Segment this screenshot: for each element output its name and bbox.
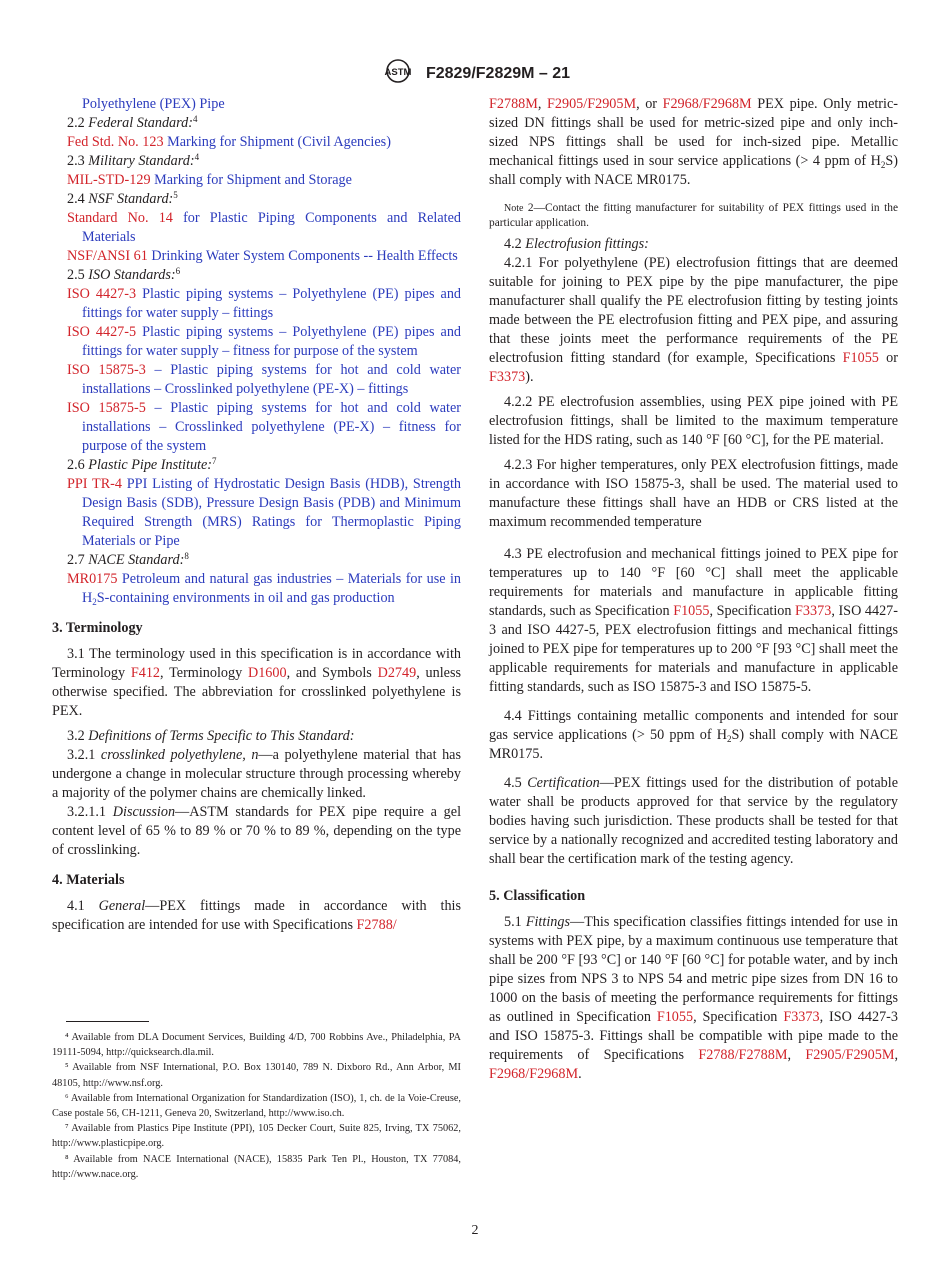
section-2-2: 2.2 Federal Standard:$^4$ <box>67 114 198 131</box>
link-f1055[interactable]: F1055 <box>842 350 879 366</box>
footnote-rule <box>66 1021 149 1022</box>
ref-title[interactable]: – Plastic piping systems for hot and cold water installations – Crosslinked polyethylene (PE-X) – fittings <box>82 362 461 397</box>
ref-iso-15875-5[interactable] <box>52 399 461 456</box>
ref-title[interactable]: PPI Listing of Hydrostatic Design Basis (HDB), Strength Design Basis (SDB), Pressure Design Basis (PDB) and Minimum Required Strength (MRS) Ratings for Thermoplastic Piping Materials or Pipe <box>82 476 462 549</box>
link-f412[interactable]: F412 <box>130 665 161 681</box>
astm-logo-icon <box>380 58 416 89</box>
para-5-1: 5.1 Fittings—This specification classifies fittings intended for use in systems with PEX pipe, by a maximum continuous use temperature that shall be 200 °F [93 °C] or 140 °F [60 °C] for potable water, and by inch pipe sizes from NPS 3 to NPS 54 and metric pipe sizes from DN 16 to 1000 on the basis of meeting the performance requirements for fittings as outlined in Specification F1055, Specification F3373, ISO 4427-3 and ISO 15875-3. Fittings shall be compatible with pipe made to the requirements of Specifications F2788/F2788M, F2905/F2905M, F2968/F2968M. <box>489 914 898 1082</box>
ref-code[interactable]: ISO 4427-5 <box>67 324 137 340</box>
ref-title[interactable]: Plastic piping systems – Polyethylene (PE) pipes and fittings for water supply – fitness for purpose of the system <box>82 324 462 359</box>
link-f3373[interactable]: F3373 <box>783 1009 820 1025</box>
link-f1055[interactable]: F1055 <box>656 1009 694 1025</box>
ref-code[interactable]: ISO 15875-3 <box>67 362 146 378</box>
link-f3373[interactable]: F3373 <box>489 369 526 385</box>
para-3-2: 3.2 Definitions of Terms Specific to This Standard: <box>67 728 355 744</box>
ref-title[interactable]: Petroleum and natural gas industries – Materials for use in $H_2S$-containing environments in oil and gas production <box>82 571 462 607</box>
ref-code[interactable]: PPI TR-4 <box>67 476 122 492</box>
ref-code[interactable]: ISO 4427-3 <box>67 286 137 302</box>
footnote-4: ⁴ Available from DLA Document Services, Building 4/D, 700 Robbins Ave., Philadelphia, PA 19111-5094, http://quicksearch.dla.mil. <box>52 1032 461 1059</box>
section-2-5: 2.5 ISO Standards:$^6$ <box>67 266 181 283</box>
ref-title[interactable]: – Plastic piping systems for hot and cold water installations – Crosslinked polyethylene (PE-X) – fitness for purpose of the system <box>82 400 461 454</box>
pex-pipe-title-cont: Polyethylene (PEX) Pipe <box>82 96 225 112</box>
svg-text:ASTM: ASTM <box>384 67 412 78</box>
footnote-7: ⁷ Available from Plastics Pipe Institute (PPI), 105 Decker Court, Suite 825, Irving, TX 75062, http://www.plasticpipe.org. <box>52 1123 461 1150</box>
page-number: 2 <box>471 1223 479 1238</box>
section-2-3: 2.3 Military Standard:$^4$ <box>67 152 200 169</box>
link-f2905[interactable]: F2905/F2905M <box>805 1047 895 1063</box>
footnotes <box>52 1030 461 1182</box>
para-4-2-2: 4.2.2 PE electrofusion assemblies, using PEX pipe joined with PE electrofusion fittings, shall be limited to the maximum temperature listed for the HDS rating, such as 140 °F [60 °C], for the PE material. <box>489 394 898 448</box>
link-f2788m[interactable]: F2788M <box>489 96 538 112</box>
ref-title[interactable]: Drinking Water System Components -- Health Effects <box>151 248 458 264</box>
ref-mr0175[interactable] <box>52 570 461 608</box>
para-4-2-1: 4.2.1 For polyethylene (PE) electrofusion fittings that are deemed suitable for joining to PEX pipe by the pipe manufacturer, the pipe manufacturer shall qualify the PE electrofusion fitting by testing joints made between the PE electrofusion fitting and PEX pipe, and assuring that these joints meet the performance requirements of the PE electrofusion fitting standard (for example, Specifications F1055 or F3373). <box>489 255 898 385</box>
footnote-6: ⁶ Available from International Organization for Standardization (ISO), 1, ch. de la Voie-Creuse, Case postale 56, CH-1211, Geneva 20, Switzerland, http://www.iso.ch. <box>52 1092 461 1120</box>
para-3-1: 3.1 The terminology used in this specification is in accordance with Terminology F412, Terminology D1600, and Symbols D2749, unless otherwise specified. The abbreviation for crosslinked polyethylene is PEX. <box>52 646 462 719</box>
left-column <box>52 95 461 935</box>
ref-mil-std-129[interactable] <box>52 171 461 190</box>
ref-title[interactable]: Marking for Shipment and Storage <box>154 172 352 188</box>
ref-iso-4427-5[interactable] <box>52 323 461 361</box>
page-header <box>0 58 950 89</box>
ref-iso-15875-3[interactable] <box>52 361 461 399</box>
link-f2968[interactable]: F2968/F2968M <box>662 96 752 112</box>
link-d1600[interactable]: D1600 <box>247 665 287 681</box>
link-f2788[interactable]: F2788/F2788M <box>698 1047 788 1063</box>
ref-nsf-61[interactable] <box>52 247 461 266</box>
ref-iso-4427-3[interactable] <box>52 285 461 323</box>
link-f3373[interactable]: F3373 <box>795 603 832 619</box>
ref-code[interactable]: ISO 15875-5 <box>67 400 146 416</box>
ref-code[interactable]: NSF/ANSI 61 <box>67 248 148 264</box>
link-d2749[interactable]: D2749 <box>377 665 417 681</box>
ref-code[interactable]: MIL-STD-129 <box>67 172 151 188</box>
footnote-8: ⁸ Available from NACE International (NACE), 15835 Park Ten Pl., Houston, TX 77084, http://www.nace.org. <box>52 1153 461 1180</box>
link-f2788[interactable]: F2788/ <box>356 917 397 933</box>
footnote-5: ⁵ Available from NSF International, P.O. Box 130140, 789 N. Dixboro Rd., Ann Arbor, MI 48105, http://www.nsf.org. <box>52 1062 461 1089</box>
designation: F2829/F2829M – 21 <box>425 64 571 82</box>
section-2-4: 2.4 NSF Standard:$^5$ <box>67 190 178 207</box>
section-5-heading: 5. Classification <box>489 888 586 904</box>
ref-code[interactable]: MR0175 <box>67 571 118 587</box>
section-2-6: 2.6 Plastic Pipe Institute:$^7$ <box>67 456 217 473</box>
link-f2968[interactable]: F2968/F2968M <box>489 1066 579 1082</box>
ref-title[interactable]: Plastic piping systems – Polyethylene (PE) pipes and fittings for water supply – fittings <box>82 286 462 321</box>
section-2-7: 2.7 NACE Standard:$^8$ <box>67 551 189 568</box>
link-f1055[interactable]: F1055 <box>673 603 710 619</box>
ref-title[interactable]: Marking for Shipment (Civil Agencies) <box>167 134 391 150</box>
note-2: Note 2—Contact the fitting manufacturer for suitability of PEX fittings used in the particular application. <box>489 202 898 229</box>
ref-nsf-14[interactable] <box>52 209 461 247</box>
para-4-3: 4.3 PE electrofusion and mechanical fittings joined to PEX pipe for temperatures up to 140 °F [60 °C] shall meet the applicable requirements for materials and manufacture in applicable fitting standards, such as Specification F1055, Specification F3373, ISO 4427-3 and ISO 4427-5, PEX electrofusion fittings and mechanical fittings joined to PEX pipe for temperatures up to 200 °F [93 °C] shall meet the applicable requirements for materials and manufacture in applicable fitting standards, such as ISO 15875-3 and ISO 15875-5. <box>489 546 899 695</box>
para-4-2: 4.2 Electrofusion fittings: <box>504 236 649 252</box>
para-4-1-cont: F2788M, F2905/F2905M, or F2968/F2968M PEX pipe. Only metric-sized DN fittings shall be used for metric-sized pipe and only inch-sized NPS fittings shall be used for inch-sized pipe. Metallic mechanical fittings used in sour service applications (> 4 ppm of $H_2S$) shall comply with NACE MR0175. <box>489 96 898 188</box>
section-3-heading: 3. Terminology <box>52 620 143 636</box>
para-3-2-1: 3.2.1 crosslinked polyethylene, n—a polyethylene material that has undergone a change in molecular structure through processing whereby a majority of the polymer chains are chemically linked. <box>52 747 462 801</box>
para-4-4: 4.4 Fittings containing metallic components and intended for sour gas service applications (> 50 ppm of $H_2S$) shall comply with NACE MR0175. <box>489 708 898 762</box>
ref-title[interactable]: for Plastic Piping Components and Related Materials <box>82 210 461 245</box>
para-4-1: 4.1 General—PEX fittings made in accordance with this specification are intended for use with Specifications F2788/ <box>52 898 461 933</box>
para-4-2-3: 4.2.3 For higher temperatures, only PEX electrofusion fittings, made in accordance with ISO 15875-3, shall be used. The material used to manufacture these fittings shall have an HDB or CRS listed at the maximum recommended temperature <box>489 457 898 530</box>
para-3-2-1-1: 3.2.1.1 Discussion—ASTM standards for PEX pipe require a gel content level of 65 % to 89 % or 70 % to 89 %, depending on the type of crosslinking. <box>52 804 462 858</box>
link-f2905[interactable]: F2905/F2905M <box>547 96 637 112</box>
ref-fed-std-123[interactable] <box>52 133 461 152</box>
right-column <box>489 95 898 1084</box>
para-4-5: 4.5 Certification—PEX fittings used for the distribution of potable water shall be products approved for that service by the regulatory bodies having such jurisdiction. These products shall be tested for that service by a nationally recognized and accredited testing laboratory and shall bear the certification mark of the testing agency. <box>489 775 899 867</box>
section-4-heading: 4. Materials <box>52 872 125 888</box>
ref-ppi-tr-4[interactable] <box>52 475 461 551</box>
ref-code[interactable]: Standard No. 14 <box>67 210 173 226</box>
ref-code[interactable]: Fed Std. No. 123 <box>67 134 164 150</box>
